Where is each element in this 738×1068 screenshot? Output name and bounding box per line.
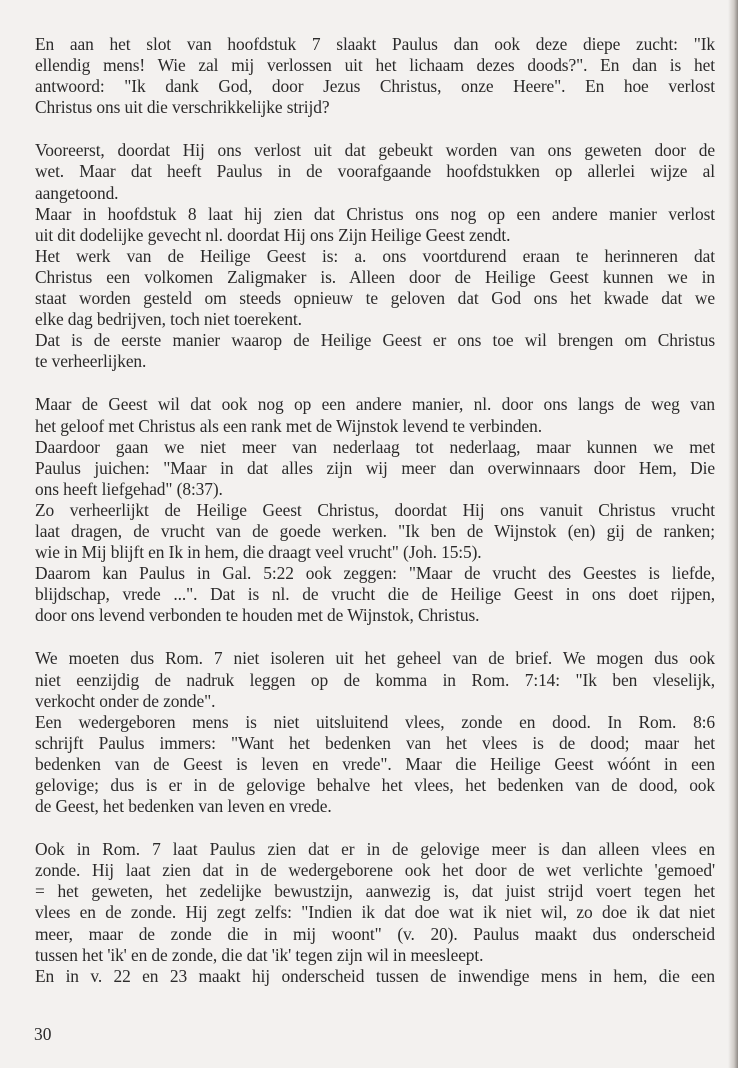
paragraph bbox=[35, 966, 715, 987]
text-line: verkocht onder de zonde". bbox=[35, 690, 216, 711]
text-line: antwoord: "Ik dank God, door Jezus Christus, onze Heere". En hoe verlost bbox=[35, 76, 715, 97]
paragraph bbox=[35, 246, 715, 330]
text-section bbox=[35, 394, 715, 626]
page-number: 30 bbox=[34, 1024, 52, 1044]
text-line: gelovige; dus is er in de gelovige behalve het vlees, het bedenken van de dood, ook bbox=[35, 775, 715, 795]
paragraph bbox=[35, 712, 715, 817]
text-line: Maar de Geest wil dat ook nog op een andere manier, nl. door ons langs de weg van bbox=[35, 394, 715, 415]
text-line: zonde. Hij laat zien dat in de wedergeborene ook het door de wet verlichte 'gemoed' bbox=[35, 860, 715, 881]
text-line: vlees en de zonde. Hij zegt zelfs: "Indien ik dat doe wat ik niet wil, zo doe ik dat niet bbox=[35, 902, 715, 923]
paragraph bbox=[35, 34, 715, 118]
text-section bbox=[35, 34, 715, 118]
text-line: Dat is de eerste manier waarop de Heilige Geest er ons toe wil brengen om Christus bbox=[35, 330, 715, 351]
paragraph bbox=[35, 204, 715, 246]
text-line: blijdschap, vrede ...". Dat is nl. de vrucht die de Heilige Geest in ons doet rijpen, bbox=[35, 584, 715, 605]
paragraph bbox=[35, 437, 715, 500]
text-line: meer, maar de zonde die in mij woont" (v. 20). Paulus maakt dus onderscheid bbox=[35, 923, 715, 944]
text-line: Ook in Rom. 7 laat Paulus zien dat er in de gelovige meer is dan alleen vlees en bbox=[35, 839, 715, 860]
paragraph bbox=[35, 563, 715, 626]
paragraph bbox=[35, 839, 715, 966]
text-section bbox=[35, 839, 715, 987]
text-line: wet. Maar dat heeft Paulus in de voorafgaande hoofdstukken op allerlei wijze al bbox=[35, 161, 715, 182]
text-line: We moeten dus Rom. 7 niet isoleren uit het geheel van de brief. We mogen dus ook bbox=[35, 648, 715, 669]
text-line: aangetoond. bbox=[35, 182, 119, 203]
text-line: bedenken van de Geest is leven en vrede". Maar die Heilige Geest wóónt in een bbox=[35, 753, 715, 774]
text-line: Maar in hoofdstuk 8 laat hij zien dat Christus ons nog op een andere manier verlost bbox=[35, 203, 715, 224]
text-line: tussen het 'ik' en de zonde, die dat 'ik' tegen zijn wil in meesleept. bbox=[35, 944, 484, 965]
text-line: schrijft Paulus immers: "Want het bedenken van het vlees is de dood; maar het bbox=[35, 732, 715, 753]
page-edge-shadow bbox=[728, 0, 738, 1068]
text-line: wie in Mij blijft en Ik in hem, die draagt veel vrucht" (Joh. 15:5). bbox=[35, 542, 482, 563]
text-line: ellendig mens! Wie zal mij verlossen uit het lichaam dezes doods?". En dan is het bbox=[35, 55, 715, 76]
paragraph bbox=[35, 648, 715, 711]
text-line: ons heeft liefgehad" (8:37). bbox=[35, 478, 223, 499]
text-line: Paulus juichen: "Maar in dat alles zijn wij meer dan overwinnaars door Hem, Die bbox=[35, 457, 715, 478]
text-line: Christus een volkomen Zaligmaker is. Alleen door de Heilige Geest kunnen we in bbox=[35, 266, 715, 287]
text-line: En in v. 22 en 23 maakt hij onderscheid tussen de inwendige mens in hem, die een bbox=[35, 965, 715, 986]
text-line: Zo verheerlijkt de Heilige Geest Christus, doordat Hij ons vanuit Christus vrucht bbox=[35, 499, 715, 520]
document-body bbox=[35, 34, 715, 1009]
text-line: door ons levend verbonden te houden met de Wijnstok, Christus. bbox=[35, 605, 480, 626]
text-line: En aan het slot van hoofdstuk 7 slaakt Paulus dan ook deze diepe zucht: "Ik bbox=[35, 34, 715, 54]
text-line: staat worden gesteld om steeds opnieuw te geloven dat God ons het kwade dat we bbox=[35, 288, 715, 309]
text-line: Een wedergeboren mens is niet uitsluitend vlees, zonde en dood. In Rom. 8:6 bbox=[35, 711, 715, 732]
paragraph bbox=[35, 140, 715, 203]
text-line: laat dragen, de vrucht van de goede werken. "Ik ben de Wijnstok (en) gij de ranken; bbox=[35, 520, 715, 541]
paragraph bbox=[35, 330, 715, 372]
text-line: niet eenzijdig de nadruk leggen op de komma in Rom. 7:14: "Ik ben vleselijk, bbox=[35, 669, 715, 690]
text-line: Het werk van de Heilige Geest is: a. ons voortdurend eraan te herinneren dat bbox=[35, 245, 715, 266]
text-line: Daarom kan Paulus in Gal. 5:22 ook zeggen: "Maar de vrucht des Geestes is liefde, bbox=[35, 563, 715, 584]
text-line: de Geest, het bedenken van leven en vrede. bbox=[35, 796, 332, 817]
text-line: = het geweten, het zedelijke bewustzijn, aanwezig is, dat juist strijd voert tegen het bbox=[35, 881, 715, 902]
text-line: Vooreerst, doordat Hij ons verlost uit dat gebeukt worden van ons geweten door de bbox=[35, 140, 715, 161]
text-section bbox=[35, 648, 715, 817]
text-section bbox=[35, 140, 715, 372]
paragraph bbox=[35, 394, 715, 436]
text-line: elke dag bedrijven, toch niet toerekent. bbox=[35, 309, 302, 330]
text-line: het geloof met Christus als een rank met de Wijnstok levend te verbinden. bbox=[35, 415, 542, 436]
text-line: Daardoor gaan we niet meer van nederlaag tot nederlaag, maar kunnen we met bbox=[35, 436, 715, 457]
paragraph bbox=[35, 500, 715, 563]
text-line: te verheerlijken. bbox=[35, 351, 147, 372]
text-line: Christus ons uit die verschrikkelijke strijd? bbox=[35, 97, 330, 118]
text-line: uit dit dodelijke gevecht nl. doordat Hij ons Zijn Heilige Geest zendt. bbox=[35, 224, 511, 245]
